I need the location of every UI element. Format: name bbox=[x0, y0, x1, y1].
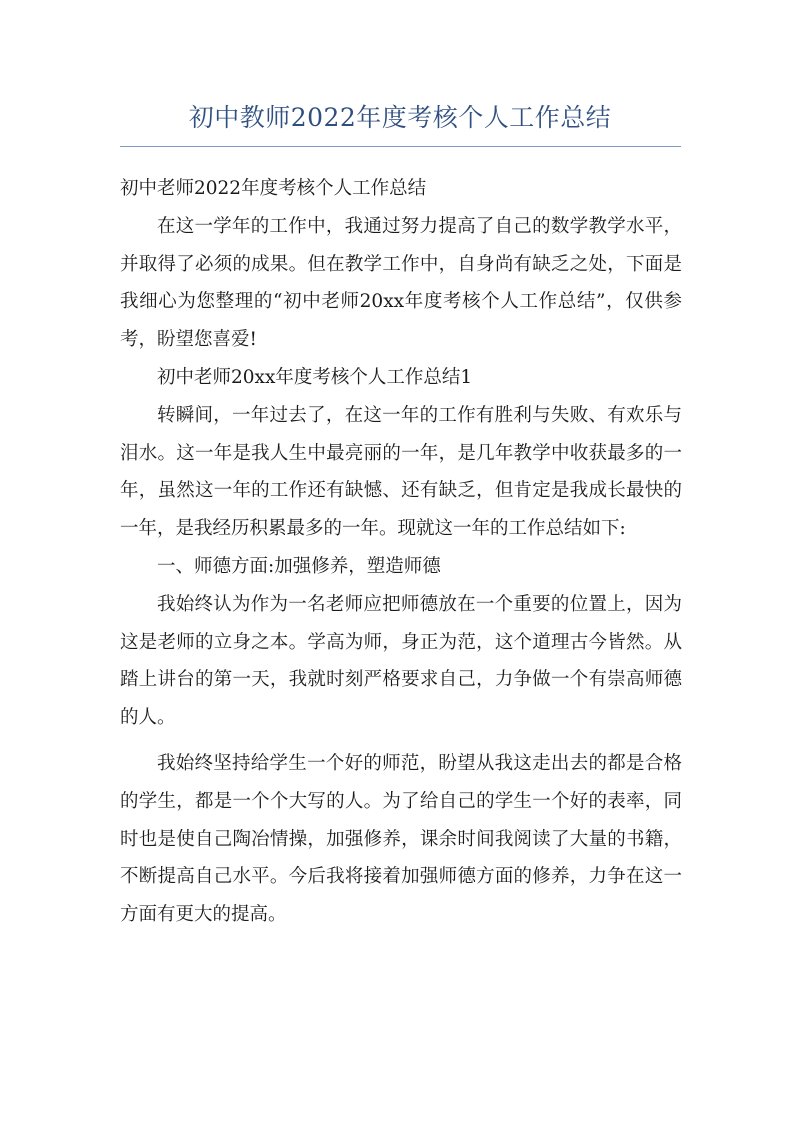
section-heading: 初中老师20xx年度考核个人工作总结1 bbox=[157, 366, 473, 388]
document-body bbox=[120, 170, 682, 934]
subsection-heading: 一、师德方面:加强修养，塑造师德 bbox=[157, 555, 441, 577]
subtitle-paragraph: 初中老师2022年度考核个人工作总结 bbox=[120, 178, 427, 199]
body-paragraph: 转瞬间，一年过去了，在这一年的工作有胜利与失败、有欢乐与泪水。这一年是我人生中最亮丽的一年，是几年教学中收获最多的一年，虽然这一年的工作还有缺憾、还有缺乏，但肯定是我成长最快的一年，是我经历积累最多的一年。现就这一年的工作总结如下: bbox=[120, 404, 682, 540]
intro-paragraph: 在这一学年的工作中，我通过努力提高了自己的数学教学水平，并取得了必须的成果。但在教学工作中，自身尚有缺乏之处，下面是我细心为您整理的“初中老师20xx年度考核个人工作总结”，仅供参考，盼望您喜爱! bbox=[120, 215, 682, 351]
document-title: 初中教师2022年度考核个人工作总结 bbox=[188, 103, 612, 132]
body-paragraph: 我始终坚持给学生一个好的师范，盼望从我这走出去的都是合格的学生，都是一个个大写的人。为了给自己的学生一个好的表率，同时也是使自己陶冶情操，加强修养，课余时间我阅读了大量的书籍，不断提高自己水平。今后我将接着加强师德方面的修养，力争在这一方面有更大的提高。 bbox=[120, 752, 682, 926]
title-underline bbox=[120, 146, 681, 147]
body-paragraph: 我始终认为作为一名老师应把师德放在一个重要的位置上，因为这是老师的立身之本。学高为师，身正为范，这个道理古今皆然。从踏上讲台的第一天，我就时刻严格要求自己，力争做一个有崇高师德的人。 bbox=[120, 593, 682, 729]
